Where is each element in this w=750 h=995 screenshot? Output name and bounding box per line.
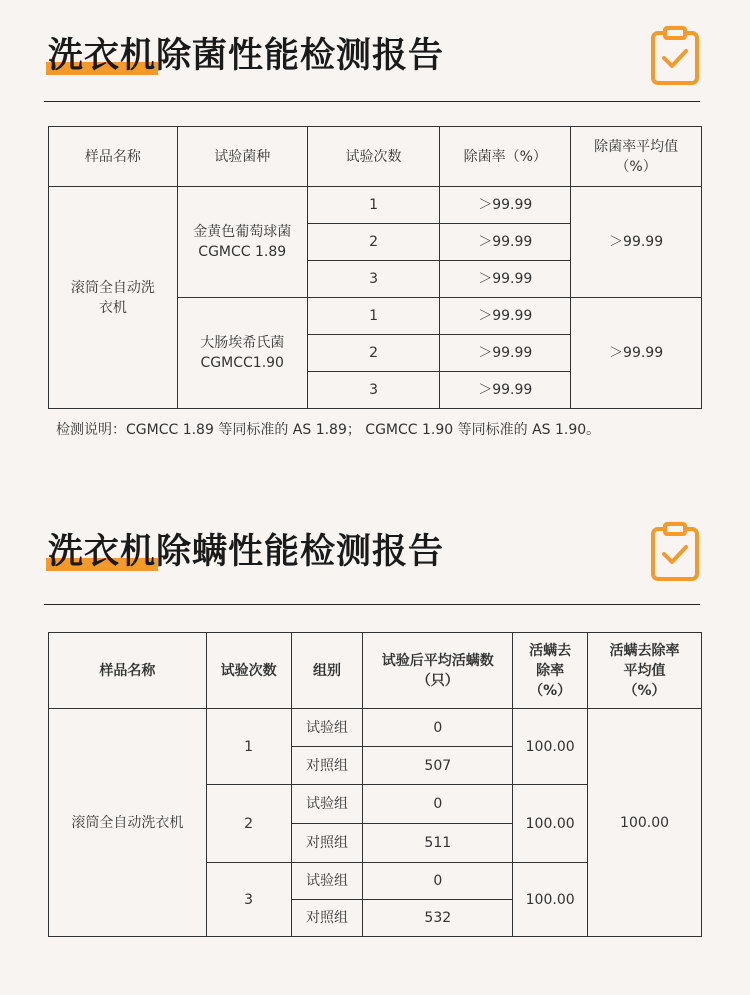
- header-cell: 试验后平均活螨数 （只）: [363, 633, 513, 709]
- table-row: [49, 187, 702, 224]
- mite-count-cell: 0: [363, 709, 513, 747]
- trial-cell: 1: [307, 187, 440, 224]
- mite-count-cell: 0: [363, 785, 513, 824]
- header-cell: 样品名称: [49, 633, 207, 709]
- header-cell: 除菌率（%）: [440, 127, 571, 187]
- trial-cell: 1: [307, 298, 440, 335]
- rate-cell: ＞99.99: [440, 224, 571, 261]
- sterilization-table: [48, 126, 702, 409]
- section1-title: 洗衣机除菌性能检测报告: [48, 36, 445, 76]
- mite-count-cell: 511: [363, 824, 513, 863]
- header-cell: 组别: [291, 633, 363, 709]
- trial-cell: 2: [307, 224, 440, 261]
- trial-cell: 3: [307, 261, 440, 298]
- trial-cell: 2: [206, 785, 291, 863]
- test-note: 检测说明：CGMCC 1.89 等同标准的 AS 1.89； CGMCC 1.90 等同标准的 AS 1.90。: [56, 422, 601, 438]
- group-cell: 试验组: [291, 785, 363, 824]
- rate-cell: ＞99.99: [440, 261, 571, 298]
- rate-cell: ＞99.99: [440, 298, 571, 335]
- mite-count-cell: 532: [363, 900, 513, 937]
- trial-cell: 3: [206, 863, 291, 937]
- header-cell: 除菌率平均值 （%）: [571, 127, 702, 187]
- mite-removal-table: [48, 632, 702, 937]
- rate-cell: ＞99.99: [440, 187, 571, 224]
- mite-count-cell: 0: [363, 863, 513, 900]
- header-cell: 活螨去除率 平均值 （%）: [588, 633, 702, 709]
- average-cell: ＞99.99: [571, 298, 702, 409]
- group-cell: 对照组: [291, 824, 363, 863]
- header-cell: 活螨去 除率 （%）: [513, 633, 588, 709]
- section1-divider: [44, 101, 700, 102]
- group-cell: 对照组: [291, 900, 363, 937]
- rate-cell: ＞99.99: [440, 372, 571, 409]
- removal-rate-cell: 100.00: [513, 785, 588, 863]
- group-cell: 试验组: [291, 863, 363, 900]
- average-cell: 100.00: [588, 709, 702, 937]
- header-cell: 试验次数: [206, 633, 291, 709]
- trial-cell: 1: [206, 709, 291, 785]
- section1-title-wrap: [48, 34, 444, 78]
- section2-divider: [44, 604, 700, 605]
- strain-cell: 金黄色葡萄球菌 CGMCC 1.89: [177, 187, 307, 298]
- header-cell: 样品名称: [49, 127, 178, 187]
- trial-cell: 3: [307, 372, 440, 409]
- strain-cell: 大肠埃希氏菌 CGMCC1.90: [177, 298, 307, 409]
- sample-name-cell: 滚筒全自动洗衣机: [49, 187, 178, 409]
- removal-rate-cell: 100.00: [513, 709, 588, 785]
- header-cell: 试验次数: [307, 127, 440, 187]
- clipboard-check-icon: [651, 25, 699, 85]
- rate-cell: ＞99.99: [440, 335, 571, 372]
- sample-name-cell: 滚筒全自动洗衣机: [49, 709, 207, 937]
- group-cell: 对照组: [291, 747, 363, 785]
- removal-rate-cell: 100.00: [513, 863, 588, 937]
- average-cell: ＞99.99: [571, 187, 702, 298]
- table-header-row: [49, 633, 702, 709]
- section2-title-wrap: [48, 530, 444, 574]
- mite-count-cell: 507: [363, 747, 513, 785]
- table-row: [49, 709, 702, 747]
- table-header-row: [49, 127, 702, 187]
- group-cell: 试验组: [291, 709, 363, 747]
- header-cell: 试验菌种: [177, 127, 307, 187]
- clipboard-check-icon: [651, 521, 699, 581]
- trial-cell: 2: [307, 335, 440, 372]
- section2-title: 洗衣机除螨性能检测报告: [48, 532, 445, 572]
